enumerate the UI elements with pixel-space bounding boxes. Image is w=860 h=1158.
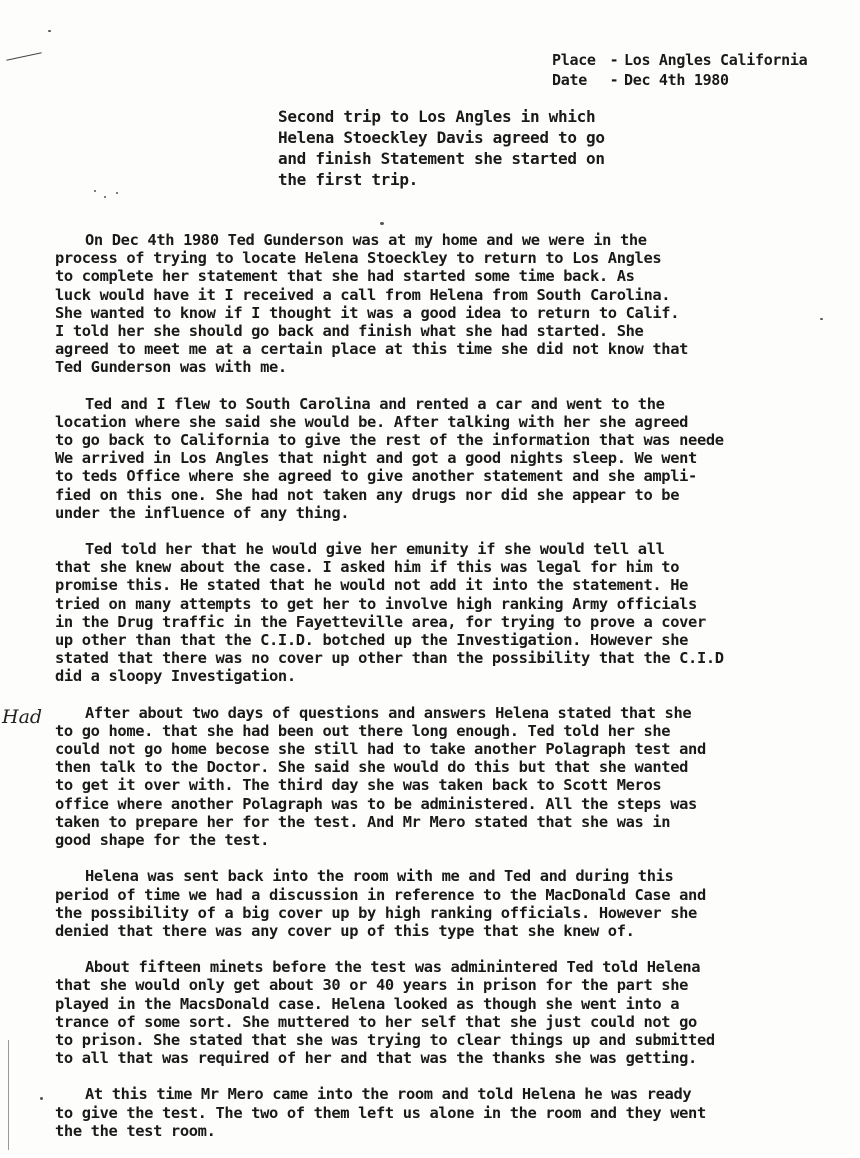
text-line: After about two days of questions and answers Helena stated that she <box>85 703 692 722</box>
scan-speck <box>40 1097 43 1100</box>
text-line: On Dec 4th 1980 Ted Gunderson was at my home and we were in the <box>85 231 647 249</box>
subject-line: the first trip. <box>278 170 418 189</box>
text-line: the possibility of a big cover up by high ranking officials. However she <box>55 903 697 922</box>
scan-speck <box>48 30 51 32</box>
document-body <box>55 231 850 1158</box>
subject-block <box>278 106 698 190</box>
text-line: played in the MacsDonald case. Helena looked as though she went into a <box>55 994 680 1013</box>
paragraph <box>55 704 850 850</box>
text-line: to complete her statement that she had started some time back. As <box>55 267 635 286</box>
text-line: fied on this one. She had not taken any drugs nor did she appear to be <box>55 485 680 504</box>
paragraph <box>55 1085 850 1140</box>
text-line: to get it over with. The third day she was taken back to Scott Meros <box>55 776 662 795</box>
text-line: in the Drug traffic in the Fayetteville area, for trying to prove a cover <box>55 612 706 631</box>
subject-line: and finish Statement she started on <box>278 149 605 168</box>
text-line: office where another Polagraph was to be administered. All the steps was <box>55 794 697 813</box>
text-line: to go back to California to give the rest of the information that was neede <box>55 431 724 450</box>
text-line: luck would have it I received a call from Helena from South Carolina. <box>55 285 671 304</box>
paragraph <box>55 867 850 940</box>
text-line: At this time Mr Mero came into the room and told Helena he was ready <box>85 1085 692 1104</box>
text-line: did a sloopy Investigation. <box>55 667 296 686</box>
text-line: About fifteen minets before the test was adminintered Ted told Helena <box>85 958 701 977</box>
text-line: Ted and I flew to South Carolina and rented a car and went to the <box>85 394 665 413</box>
text-line: to teds Office where she agreed to give another statement and she ampli- <box>55 467 697 486</box>
subject-line: Helena Stoeckley Davis agreed to go <box>278 128 605 147</box>
text-line: that she would only get about 30 or 40 years in prison for the part she <box>55 976 689 995</box>
place-value: Los Angles California <box>624 51 808 69</box>
paragraph <box>55 540 850 686</box>
text-line: Helena was sent back into the room with me and Ted and during this <box>85 867 674 886</box>
text-line: process of trying to locate Helena Stoeckley to return to Los Angles <box>55 249 662 268</box>
text-line: stated that there was no cover up other than the possibility that the C.I.D <box>55 649 724 668</box>
text-line: period of time we had a discussion in reference to the MacDonald Case and <box>55 885 706 904</box>
text-line: to give the test. The two of them left us alone in the room and they went <box>55 1103 706 1122</box>
text-line: up other than that the C.I.D. botched up the Investigation. However she <box>55 631 689 650</box>
text-line: agreed to meet me at a certain place at this time she did not know that <box>55 340 689 359</box>
text-line: the the test room. <box>55 1121 216 1140</box>
text-line: I told her she should go back and finish what she had started. She <box>55 322 644 341</box>
text-line: to go home. that she had been out there long enough. Ted told her she <box>55 721 671 740</box>
scan-speck <box>94 190 96 192</box>
paragraph <box>55 395 850 522</box>
scan-speck <box>116 192 118 194</box>
text-line: denied that there was any cover up of this type that she knew of. <box>55 921 635 940</box>
text-line: Ted told her that he would give her emunity if she would tell all <box>85 540 665 559</box>
text-line: promise this. He stated that he would not add it into the statement. He <box>55 576 689 595</box>
text-line: location where she said she would be. After talking with her she agreed <box>55 412 689 431</box>
text-line: to all that was required of her and that was the thanks she was getting. <box>55 1049 697 1068</box>
scan-mark <box>6 52 41 60</box>
place-label: Place <box>552 51 596 69</box>
text-line: We arrived in Los Angles that night and got a good nights sleep. We went <box>55 449 697 468</box>
text-line: then talk to the Doctor. She said she would do this but that she wanted <box>55 758 689 777</box>
date-label: Date <box>552 71 587 89</box>
place-row: Place - Los Angles California <box>552 51 808 69</box>
paragraph <box>55 231 850 377</box>
text-line: trance of some sort. She muttered to her self that she just could not go <box>55 1012 697 1031</box>
header-block <box>552 50 852 90</box>
scan-speck <box>104 196 106 198</box>
date-value: Dec 4th 1980 <box>624 71 729 89</box>
subject-line: Second trip to Los Angles in which <box>278 107 596 126</box>
text-line: could not go home becose she still had to take another Polagraph test and <box>55 740 706 759</box>
text-line: taken to prepare her for the test. And Mr Mero stated that she was in <box>55 812 671 831</box>
text-line: Ted Gunderson was with me. <box>55 358 287 377</box>
date-row: Date - Dec 4th 1980 <box>552 71 729 89</box>
text-line: tried on many attempts to get her to involve high ranking Army officials <box>55 594 697 613</box>
text-line: to prison. She stated that she was trying to clear things up and submitted <box>55 1030 715 1049</box>
margin-handwritten-note: Had <box>2 706 43 728</box>
text-line: under the influence of any thing. <box>55 503 350 522</box>
scan-speck <box>380 222 384 225</box>
scan-edge-line <box>8 1040 9 1150</box>
text-line: that she knew about the case. I asked him if this was legal for him to <box>55 558 680 577</box>
paragraph <box>55 958 850 1067</box>
text-line: She wanted to know if I thought it was a good idea to return to Calif. <box>55 303 680 322</box>
text-line: good shape for the test. <box>55 831 269 850</box>
